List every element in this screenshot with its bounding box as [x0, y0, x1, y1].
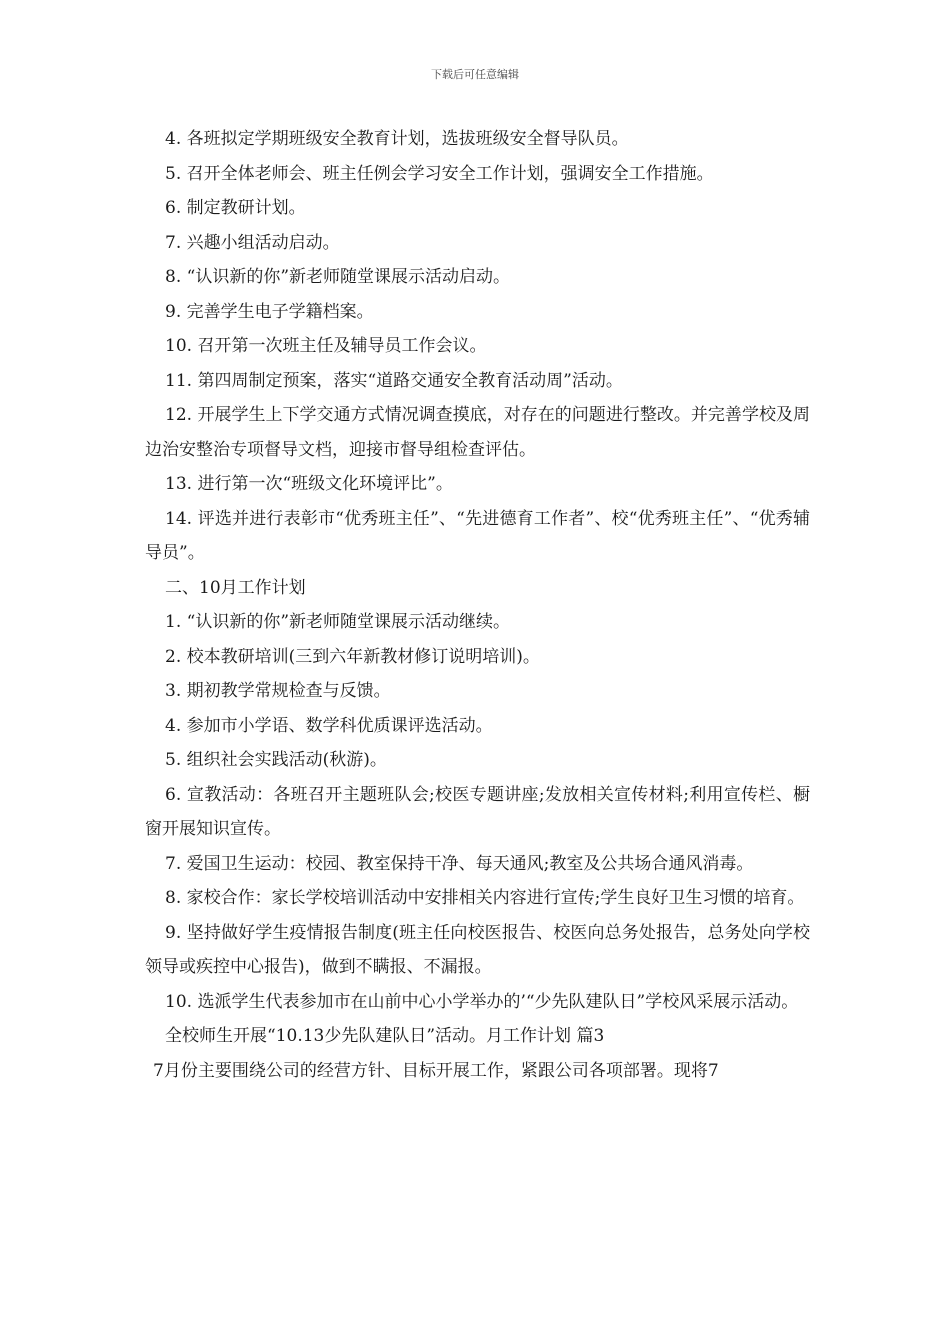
list-item: 9. 完善学生电子学籍档案。: [165, 301, 374, 322]
body-paragraph: 7月份主要围绕公司的经营方针、目标开展工作，紧跟公司各项部署。现将7: [153, 1060, 719, 1081]
list-item: 6. 制定教研计划。: [165, 198, 306, 218]
list-item: 10. 召开第一次班主任及辅导员工作会议。: [165, 336, 487, 356]
list-item: 5. 组织社会实践活动(秋游)。: [165, 750, 387, 770]
list-item: 4. 参加市小学语、数学科优质课评选活动。: [165, 715, 493, 736]
list-item: 8. “认识新的你”新老师随堂课展示活动启动。: [165, 267, 511, 287]
list-item: 12. 开展学生上下学交通方式情况调查摸底，对存在的问题进行整改。并完善学校及周边治安整治专项督导文档，迎接市督导组检查评估。: [145, 405, 810, 460]
list-item: 9. 坚持做好学生疫情报告制度(班主任向校医报告、校医向总务处报告，总务处向学校领导或疾控中心报告)，做到不瞒报、不漏报。: [145, 922, 810, 977]
section-heading: 二、10月工作计划: [165, 577, 306, 598]
list-item: 7. 爱国卫生运动：校园、教室保持干净、每天通风;教室及公共场合通风消毒。: [165, 853, 754, 874]
list-item: 11. 第四周制定预案，落实“道路交通安全教育活动周”活动。: [165, 370, 623, 391]
list-item: 14. 评选并进行表彰市“优秀班主任”、“先进德育工作者”、校“优秀班主任”、“优秀辅导员”。: [145, 508, 810, 563]
list-item: 1. “认识新的你”新老师随堂课展示活动继续。: [165, 612, 511, 632]
list-item: 8. 家校合作：家长学校培训活动中安排相关内容进行宣传;学生良好卫生习惯的培育。: [165, 888, 805, 908]
list-item: 10. 选派学生代表参加市在山前中心小学举办的’“少先队建队日”学校风采展示活动。: [165, 991, 799, 1012]
list-item: 4. 各班拟定学期班级安全教育计划，选拔班级安全督导队员。: [165, 129, 629, 149]
list-item: 2. 校本教研培训(三到六年新教材修订说明培训)。: [165, 646, 540, 667]
document-body: [145, 122, 810, 1088]
body-paragraph: 全校师生开展“10.13少先队建队日”活动。月工作计划 篇3: [165, 1026, 605, 1046]
list-item: 7. 兴趣小组活动启动。: [165, 232, 340, 253]
list-item: 13. 进行第一次“班级文化环境评比”。: [165, 474, 453, 494]
page-header-note: 下载后可任意编辑: [431, 68, 519, 81]
list-item: 3. 期初教学常规检查与反馈。: [165, 681, 391, 701]
list-item: 5. 召开全体老师会、班主任例会学习安全工作计划，强调安全工作措施。: [165, 163, 714, 184]
list-item: 6. 宣教活动：各班召开主题班队会;校医专题讲座;发放相关宣传材料;利用宣传栏、橱窗开展知识宣传。: [145, 784, 810, 839]
